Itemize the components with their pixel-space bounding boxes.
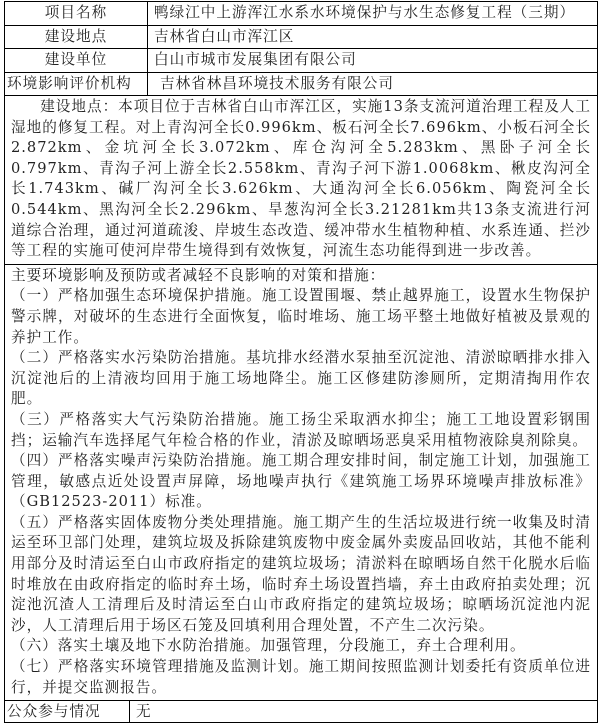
measure-item: （三）严格落实大气污染防治措施。施工扬尘采取洒水抑尘；施工工地设置彩钢围挡；运输汽车选择尾气年检合格的作业，清淤及晾晒场恶臭采用植物液除臭剂除臭。 bbox=[11, 410, 591, 449]
project-description: 建设地点：本项目位于吉林省白山市浑江区，实施13条支流河道治理工程及人工湿地的修复工程。对上青沟河全长0.996km、板石河全长7.696km、小板石河全长2.872km、金坑河全长3.072km、库仓沟河全5.283km、黑卧子河全长0.797km、青沟子河上游全长2.558km、青沟子河下游1.0068km、楸皮沟河全长1.743km、碱厂沟河全长3.626km、大通沟河全长6.056km、陶瓷河全长0.544km、黑沟河全长2.296km、旱葱沟河全长3.21281km共13条支流进行河道综合治理，通过河道疏浚、岸坡生态改造、缓冲带水生植物种植、水系连通、拦沙等工程的实施可使河岸带生境得到有效恢复，河流生态功能得到进一步改善。 bbox=[11, 98, 591, 260]
value-project-name: 鸭绿江中上游浑江水系水环境保护与水生态修复工程（三期） bbox=[148, 2, 598, 26]
row-eia-agency bbox=[5, 72, 598, 96]
label-builder: 建设单位 bbox=[5, 49, 148, 73]
label-location: 建设地点 bbox=[5, 25, 148, 49]
measure-item: （六）落实土壤及地下水防治措施。加强管理，分段施工，弃土合理利用。 bbox=[11, 637, 526, 655]
value-location: 吉林省白山市浑江区 bbox=[148, 25, 598, 49]
measure-item: （二）严格落实水污染防治措施。基坑排水经潜水泵抽至沉淀池、清淤晾晒排水排入沉淀池后的上清液均回用于施工场地降尘。施工区修建防渗厕所，定期清掏用作农肥。 bbox=[11, 349, 591, 408]
row-project-name bbox=[5, 2, 598, 26]
row-measures bbox=[5, 264, 598, 700]
value-builder: 白山市城市发展集团有限公司 bbox=[148, 49, 598, 73]
measure-item: （四）严格落实噪声污染防治措施。施工期合理安排时间，制定施工计划，加强施工管理，敏感点近处设置声屏障，场地噪声执行《建筑施工场界环境噪声排放标准》（GB12523-2011）标准。 bbox=[11, 452, 591, 511]
measure-item: （一）严格加强生态环境保护措施。施工设置围堰、禁止越界施工，设置水生物保护警示牌，对破坏的生态进行全面恢复，临时堆场、施工场平整土地做好植被及景观的养护工作。 bbox=[11, 287, 591, 346]
label-project-name: 项目名称 bbox=[5, 2, 148, 26]
value-eia-agency: 吉林省林昌环境技术服务有限公司 bbox=[148, 72, 598, 96]
project-info-table bbox=[4, 1, 598, 701]
row-location bbox=[5, 25, 598, 49]
measures-heading: 主要环境影响及预防或者减轻不良影响的对策和措施： bbox=[11, 266, 386, 284]
row-public-participation bbox=[5, 700, 598, 722]
row-description bbox=[5, 96, 598, 265]
measure-item: （七）严格落实环境管理措施及监测计划。施工期间按照监测计划委托有资质单位进行，并提交监测报告。 bbox=[11, 658, 591, 696]
label-eia-agency: 环境影响评价机构 bbox=[5, 72, 148, 96]
label-public-participation: 公众参与情况 bbox=[5, 700, 130, 722]
row-builder bbox=[5, 49, 598, 73]
value-public-participation: 无 bbox=[130, 700, 598, 722]
document-tables bbox=[4, 1, 598, 723]
measure-item: （五）严格落实固体废物分类处理措施。施工期产生的生活垃圾进行统一收集及时清运至环卫部门处理，建筑垃圾及拆除建筑废物中废金属外卖废品回收站，其他不能利用部分及时清运至白山市政府指定的建筑垃圾场；清淤料在晾晒场自然干化脱水后临时堆放在由政府指定的临时弃土场，临时弃土场设置挡墙，弃土由政府拍卖处理；沉淀池沉渣人工清理后及时清运至白山市政府指定的建筑垃圾场；晾晒场沉淀池内泥沙，人工清理后用于场区石笼及回填利用合理处置，不产生二次污染。 bbox=[11, 513, 591, 634]
public-participation-table bbox=[4, 700, 598, 723]
